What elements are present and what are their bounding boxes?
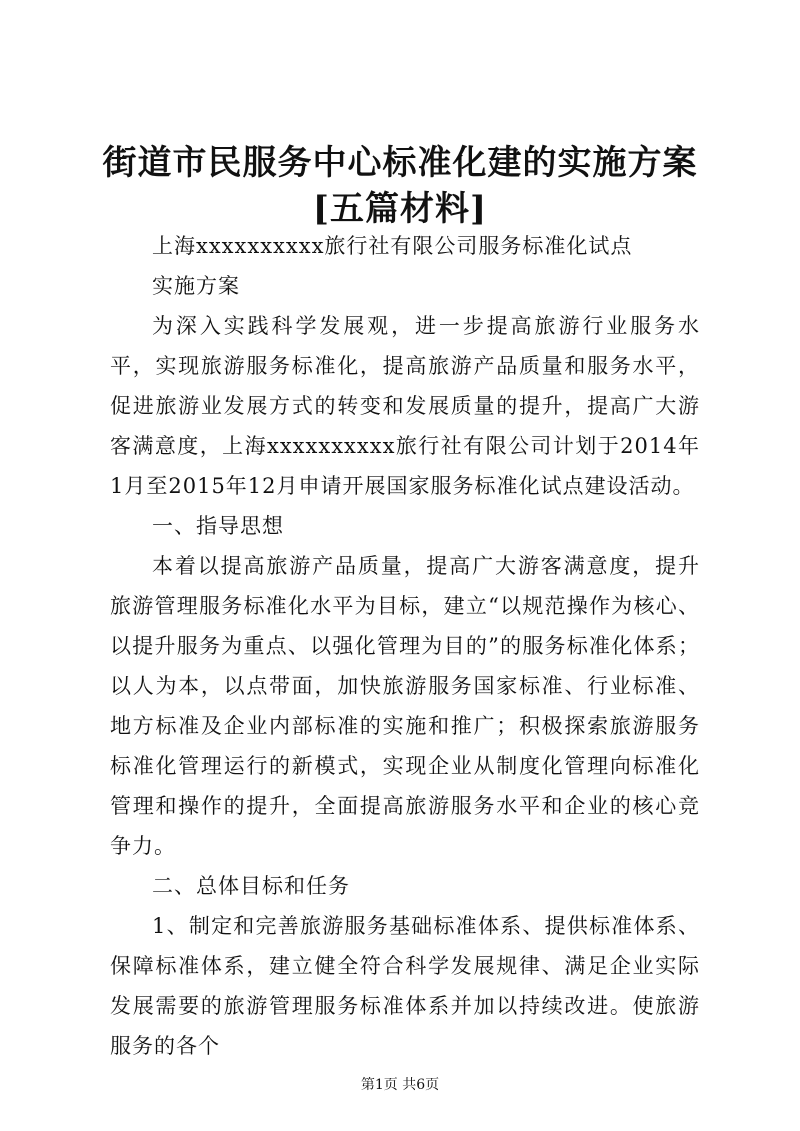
paragraph-goal-1: 1、制定和完善旅游服务基础标准体系、提供标准体系、保障标准体系，建立健全符合科学发展规律、满足企业实际发展需要的旅游管理服务标准体系并加以持续改进。使旅游服务的各个 [110,914,700,1058]
paragraph-guiding-thought: 本着以提高旅游产品质量，提高广大游客满意度，提升旅游管理服务标准化水平为目标，建立“以规范操作为核心、以提升服务为重点、以强化管理为目的”的服务标准化体系；以人为本，以点带面，加快旅游服务国家标准、行业标准、地方标准及企业内部标准的实施和推广；积极探索旅游服务标准化管理运行的新模式，实现企业从制度化管理向标准化管理和操作的提升，全面提高旅游服务水平和企业的核心竞争力。 [110,554,700,858]
document-title: 街道市民服务中心标准化建的实施方案[五篇材料] [102,143,698,229]
section-heading-goals-tasks: 二、总体目标和任务 [152,874,350,898]
section-heading-guiding-thought: 一、指导思想 [152,514,284,538]
paragraph-plan-label: 实施方案 [152,274,240,298]
document-body [110,226,700,1066]
paragraph-intro: 为深入实践科学发展观，进一步提高旅游行业服务水平，实现旅游服务标准化，提高旅游产品质量和服务水平，促进旅游业发展方式的转变和发展质量的提升，提高广大游客满意度，上海xxxxxxxxxx旅行社有限公司计划于2014年1月至2015年12月申请开展国家服务标准化试点建设活动。 [110,314,700,498]
paragraph-company-name: 上海xxxxxxxxxx旅行社有限公司服务标准化试点 [152,234,633,258]
page-footer: 第1页 共6页 [360,1077,440,1093]
